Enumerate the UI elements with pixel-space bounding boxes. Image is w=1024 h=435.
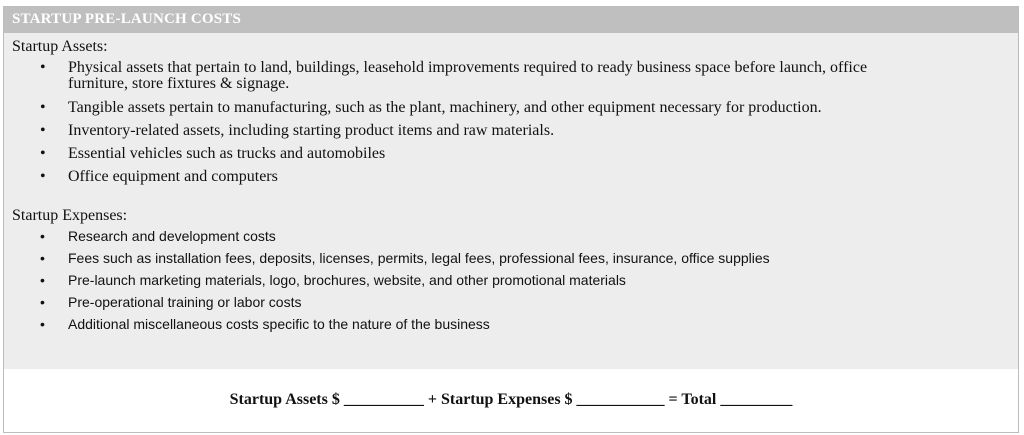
bullet-icon: • — [40, 294, 45, 310]
bullet-icon: • — [40, 145, 46, 162]
section-title: STARTUP PRE-LAUNCH COSTS — [4, 7, 1018, 33]
list-item-text: Essential vehicles such as trucks and automobiles — [68, 145, 386, 162]
bullet-icon: • — [40, 250, 45, 266]
bullet-icon: • — [40, 228, 45, 244]
expenses-list — [12, 225, 1018, 335]
list-item-text: Research and development costs — [68, 228, 276, 244]
list-item — [12, 291, 1018, 313]
list-item-text-continued: furniture, store fixtures & signage. — [68, 75, 290, 92]
list-item — [12, 119, 1018, 142]
list-item-text: Pre-launch marketing materials, logo, brochures, website, and other promotional materials — [68, 272, 626, 288]
list-item — [12, 313, 1018, 335]
list-item-text: Inventory-related assets, including starting product items and raw materials. — [68, 122, 555, 139]
list-item-text: Additional miscellaneous costs specific to the nature of the business — [68, 316, 490, 332]
list-item-text: Tangible assets pertain to manufacturing, such as the plant, machinery, and other equipment necessary for production. — [68, 99, 822, 116]
list-item-text: Fees such as installation fees, deposits, licenses, permits, legal fees, professional fees, insurance, office supplies — [68, 250, 770, 266]
list-item — [12, 165, 1018, 188]
section-spacer — [12, 188, 1018, 206]
assets-list — [12, 56, 1018, 188]
bullet-icon: • — [40, 272, 45, 288]
list-item — [12, 96, 1018, 119]
bullet-icon: • — [40, 168, 46, 185]
cost-details — [4, 33, 1018, 369]
bullet-icon: • — [40, 122, 46, 139]
list-item-text: Physical assets that pertain to land, buildings, leasehold improvements required to ready business space before launch, office — [68, 59, 868, 76]
assets-heading: Startup Assets: — [12, 38, 108, 55]
list-item — [12, 269, 1018, 291]
list-item — [12, 247, 1018, 269]
list-item-text: Office equipment and computers — [68, 168, 278, 185]
list-item-text: Pre-operational training or labor costs — [68, 294, 302, 310]
list-item — [12, 225, 1018, 247]
bullet-icon: • — [40, 59, 46, 76]
list-item — [12, 142, 1018, 165]
bullet-icon: • — [40, 316, 45, 332]
expenses-heading: Startup Expenses: — [12, 207, 128, 224]
list-item — [12, 56, 1018, 92]
total-formula: Startup Assets $ __________ + Startup Expenses $ ___________ = Total _________ — [229, 391, 793, 408]
bullet-icon: • — [40, 99, 46, 116]
pre-launch-costs-form — [3, 6, 1019, 433]
